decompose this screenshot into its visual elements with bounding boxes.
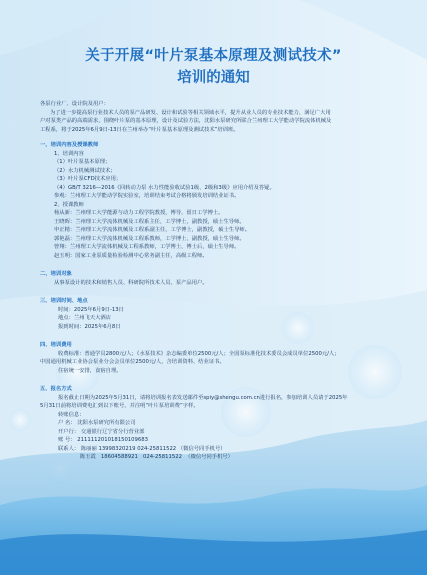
registration-line-1: 报名截止日期为2025年5月31日，请将培训报名表发送邮件至spiy@shengu.com.cn进行报名，参加培训人员请于2025年 bbox=[58, 394, 348, 401]
section-2-heading: 二、培训对象 bbox=[40, 271, 72, 277]
fee-line-2: 中国通用机械工业协会泵业分会会员单位2500元/人，含培训资料、结业证书。 bbox=[40, 359, 225, 365]
payee-name: 户 名： 沈阳水泵研究所有限公司 bbox=[58, 420, 136, 426]
fee-line-1: 收费标准：普通学员2800元/人；《水泵技术》杂志编委单位2500元/人；全国泵标准化技术委员会成员单位2500元/人； bbox=[58, 350, 340, 357]
visit-note: 参观：兰州理工大学能动学院实验室，培训结束考试合格将颁发培训结业证书。 bbox=[54, 193, 240, 199]
teacher-item: 曾翔：兰州理工大学流体机械及工程系教师，工学博士，博士后，硕士生导师。 bbox=[54, 244, 240, 250]
teacher-item: 赵玉明：国家工业泵质量检验检测中心常务副主任，高级工程师。 bbox=[54, 252, 208, 259]
account-number: 账 号： 211111201018150109683 bbox=[58, 437, 149, 443]
notice-body bbox=[40, 100, 392, 462]
intro-paragraph-2: 户对泵类产品的高端需求，围绕叶片泵的基本原理，设计及试验方法，沈阳水泵研究所联合兰州理工大学能动学院流体机械及 bbox=[40, 118, 332, 124]
section-4-heading: 四、培训费用 bbox=[40, 342, 72, 348]
contact-line: 陈玉霞 18604588921 024-25811522 （微信号同手机号） bbox=[58, 454, 233, 460]
section-1-sub-2: 2、授课教师 bbox=[54, 201, 84, 208]
section-1-heading: 一、培训内容及授课教师 bbox=[40, 142, 99, 148]
salutation: 各泵行业厂、设计院及用户： bbox=[40, 101, 109, 107]
title-line-1: 关于开展“叶片泵基本原理及测试技术” bbox=[85, 48, 342, 64]
bank-name: 开户行： 交通银行辽宁省分行营业部 bbox=[58, 428, 145, 435]
teacher-item: 申正精：兰州理工大学流体机械及工程系副主任，工学博士，副教授，硕士生导师。 bbox=[54, 227, 250, 233]
registration-line-2: 5月31日前将培训费电汇到以下账号，并注明“叶片泵培训费”字样。 bbox=[40, 403, 199, 409]
training-time: 时间：2025年6月9日-13日 bbox=[58, 306, 124, 313]
audience-text: 从事泵设计的技术和销售人员、科研院所技术人员、泵产品用户。 bbox=[54, 279, 208, 286]
intro-paragraph-3: 工程系，将于2025年6月9日-13日在兰州举办“叶片泵基本原理及测试技术”培训班。 bbox=[40, 126, 239, 133]
contact-line: 联系人： 陈丽丽 13998320219 024-25811522 （微信号同手机号） bbox=[58, 445, 226, 452]
section-3-heading: 三、培训时间、地点 bbox=[40, 298, 88, 304]
intro-paragraph-1: 为了进一步提高泵行业技术人员的泵产品研发、设计和试验等相关领域水平，提升从业人员的专业技术能力，满足广大用 bbox=[50, 109, 331, 116]
teacher-item: 杨从新：兰州理工大学能源与动力工程学院教授，博导，留日工学博士。 bbox=[54, 210, 224, 216]
content-item: （4）GB/T 3216—2016《回转动力泵 水力性能验收试验1级、2级和3级》应用介绍及答疑。 bbox=[54, 184, 275, 191]
content-item: （1）叶片泵基本原理； bbox=[54, 159, 111, 165]
section-5-heading: 五、报名方式 bbox=[40, 386, 72, 392]
content-item: （2）水力机械测试技术； bbox=[54, 167, 116, 174]
content-item: （3）叶片泵CFD技术应用； bbox=[54, 176, 122, 182]
teacher-item: 王晓晖：兰州理工大学流体机械及工程系主任，工学博士，副教授，硕士生导师。 bbox=[54, 218, 245, 225]
report-time: 报到时间：2025年6月8日 bbox=[58, 323, 121, 330]
teacher-item: 郭艳磊：兰州理工大学流体机械及工程系教师，工学博士，副教授，硕士生导师。 bbox=[54, 235, 245, 242]
title-line-2: 培训的通知 bbox=[177, 70, 250, 86]
training-place: 地点：兰州飞天大酒店 bbox=[58, 315, 111, 321]
transfer-intro: 转账信息： bbox=[58, 411, 85, 418]
lodging-note: 住宿统一安排，食宿自理。 bbox=[58, 367, 122, 374]
section-1-sub-1: 1、培训内容 bbox=[54, 150, 84, 157]
